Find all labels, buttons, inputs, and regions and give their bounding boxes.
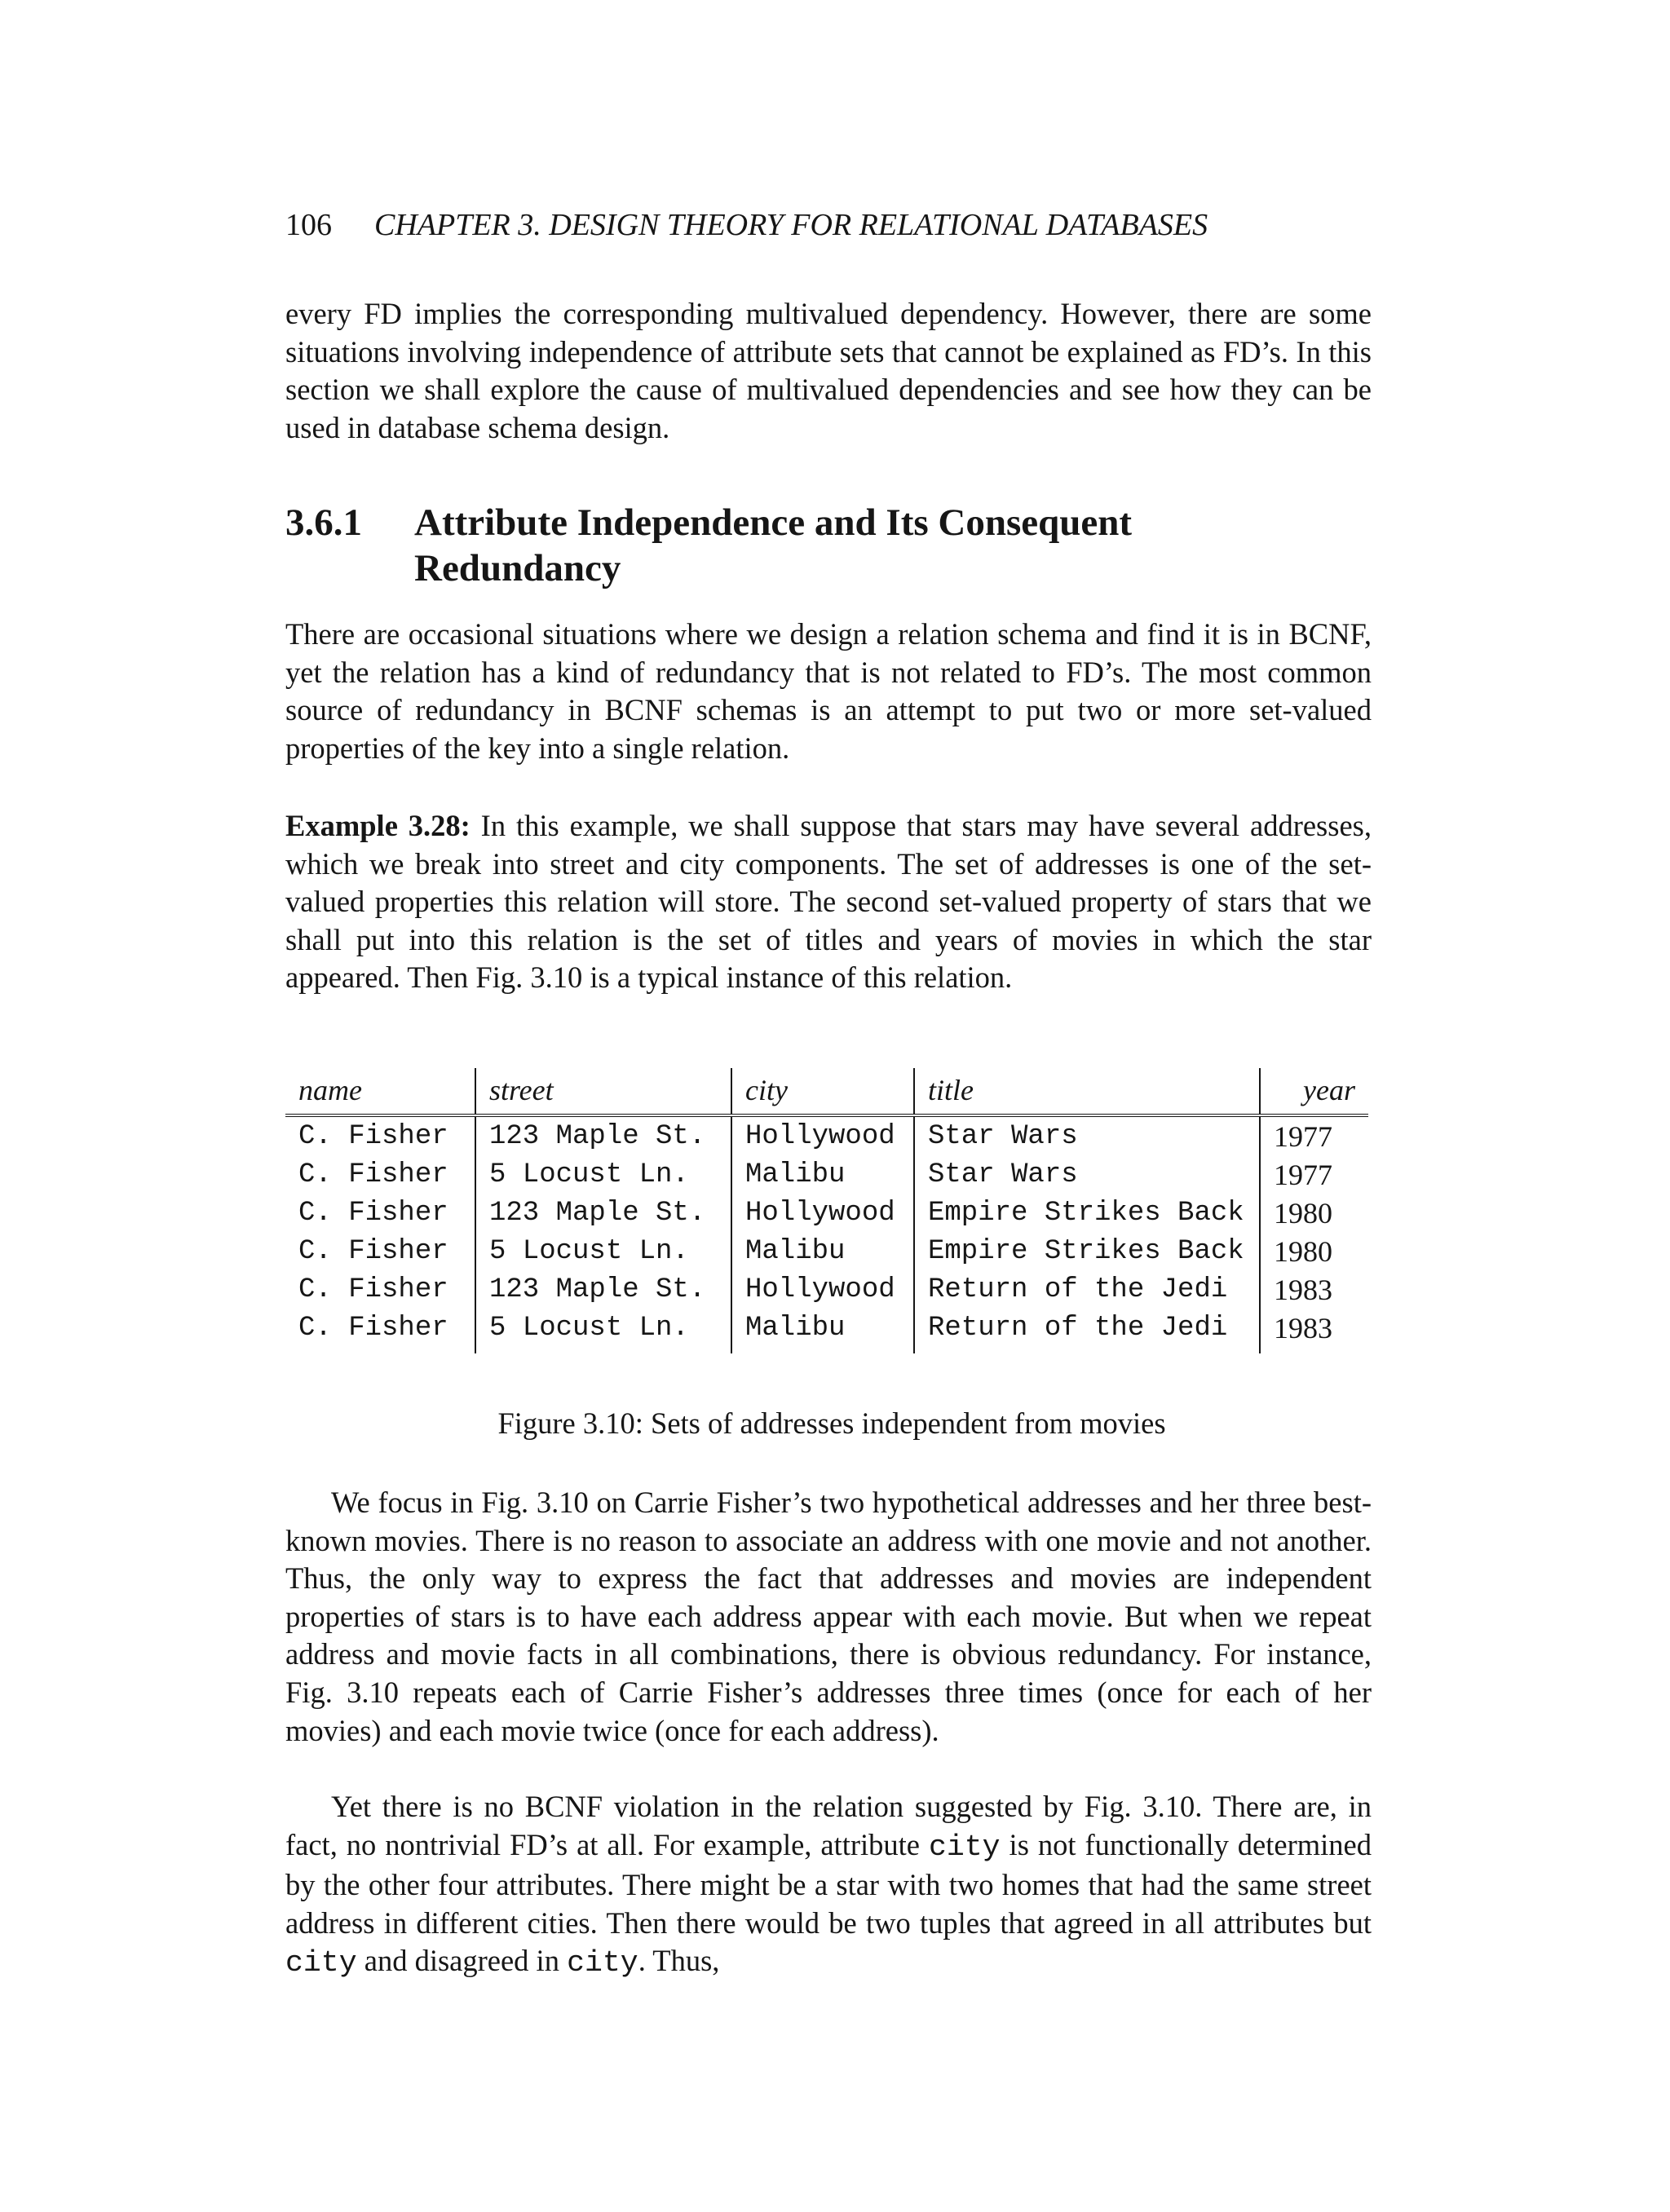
cell-name: C. Fisher bbox=[298, 1159, 448, 1190]
example-label: Example bbox=[285, 809, 398, 842]
cell-year: 1977 bbox=[1260, 1155, 1368, 1194]
bcnf-text-1: Yet there is no BCNF violation in the relation suggested by Fig. 3.10. There are, in fact, no nontrivial FD’s at all. For example, attribute bbox=[285, 1790, 1372, 1861]
table-row bbox=[285, 1270, 1368, 1309]
cell-city: Malibu bbox=[731, 1232, 914, 1270]
cell-city: Malibu bbox=[731, 1155, 914, 1194]
cell-year: 1977 bbox=[1260, 1115, 1368, 1155]
cell-year: 1980 bbox=[1260, 1194, 1368, 1232]
cell-title: Return of the Jedi bbox=[914, 1309, 1260, 1353]
example-colon: : bbox=[460, 809, 471, 842]
cell-street: 123 Maple St. bbox=[475, 1194, 731, 1232]
bcnf-text-3: and disagreed in bbox=[356, 1944, 568, 1978]
cell-street: 5 Locust Ln. bbox=[475, 1309, 731, 1353]
cell-street: 5 Locust Ln. bbox=[475, 1155, 731, 1194]
code-city-1: city bbox=[928, 1830, 1001, 1864]
cell-city: Hollywood bbox=[731, 1115, 914, 1155]
header-city: city bbox=[731, 1068, 914, 1115]
section-title-line1: Attribute Independence and Its Consequent bbox=[414, 501, 1133, 544]
header-name: name bbox=[298, 1074, 362, 1106]
section-paragraph: There are occasional situations where we design a relation schema and find it is in BCNF, yet the relation has a kind of redundancy that is not related to FD’s. The most common source of redundancy in BCNF schemas is an attempt to put two or more set-valued properties of the key into a single relation. bbox=[285, 617, 1372, 765]
chapter-title: CHAPTER 3. DESIGN THEORY FOR RELATIONAL DATABASES bbox=[374, 208, 1208, 242]
cell-title: Star Wars bbox=[914, 1155, 1260, 1194]
header-street: street bbox=[475, 1068, 731, 1115]
page-header bbox=[285, 205, 1378, 245]
bcnf-paragraph bbox=[285, 1788, 1372, 1983]
example-number: 3.28 bbox=[408, 809, 461, 842]
cell-name: C. Fisher bbox=[298, 1274, 448, 1305]
section-title-line2: Redundancy bbox=[414, 547, 621, 589]
example-paragraph bbox=[285, 807, 1372, 997]
example-text: In this example, we shall suppose that stars may have several addresses, which we break into street and city components. The set of addresses is one of the set-valued properties this relation will store. The second set-valued property of stars that we shall put into this relation is the set of titles and years of movies in which the star appeared. Then Fig. 3.10 is a typical instance of this relation. bbox=[285, 809, 1372, 995]
figure-caption: Figure 3.10: Sets of addresses independent from movies bbox=[497, 1406, 1166, 1440]
table-row bbox=[285, 1194, 1368, 1232]
page-number: 106 bbox=[285, 208, 332, 242]
focus-paragraph: We focus in Fig. 3.10 on Carrie Fisher’s two hypothetical addresses and her three best-known movies. There is no reason to associate an address with one movie and not another. Thus, the only way to express the fact that addresses and movies are independent properties of stars is to have each address appear with each movie. But when we repeat address and movie facts in all combinations, there is obvious redundancy. For instance, Fig. 3.10 repeats each of Carrie Fisher’s addresses three times (once for each of her movies) and each movie twice (once for each address). bbox=[285, 1486, 1372, 1747]
cell-city: Hollywood bbox=[731, 1194, 914, 1232]
table-row bbox=[285, 1155, 1368, 1194]
header-title: title bbox=[914, 1068, 1260, 1115]
cell-year: 1983 bbox=[1260, 1270, 1368, 1309]
table-row bbox=[285, 1115, 1368, 1155]
cell-city: Malibu bbox=[731, 1309, 914, 1353]
cell-title: Star Wars bbox=[914, 1115, 1260, 1155]
cell-title: Empire Strikes Back bbox=[914, 1194, 1260, 1232]
bcnf-text-2: is not functionally determined by the other four attributes. There might be a star with two homes that had the same street address in different cities. Then there would be two tuples that agreed in all attributes but bbox=[285, 1827, 1372, 1940]
cell-year: 1983 bbox=[1260, 1309, 1368, 1353]
cell-street: 123 Maple St. bbox=[475, 1115, 731, 1155]
cell-street: 123 Maple St. bbox=[475, 1270, 731, 1309]
cell-city: Hollywood bbox=[731, 1270, 914, 1309]
cell-name: C. Fisher bbox=[298, 1120, 448, 1152]
cell-name: C. Fisher bbox=[298, 1312, 448, 1344]
code-city-3: city bbox=[567, 1946, 638, 1980]
table-row bbox=[285, 1309, 1368, 1353]
cell-name: C. Fisher bbox=[298, 1235, 448, 1267]
cell-year: 1980 bbox=[1260, 1232, 1368, 1270]
cell-title: Return of the Jedi bbox=[914, 1270, 1260, 1309]
cell-title: Empire Strikes Back bbox=[914, 1232, 1260, 1270]
code-city-2: city bbox=[285, 1946, 357, 1980]
header-year: year bbox=[1260, 1068, 1368, 1115]
section-heading bbox=[285, 500, 1378, 591]
cell-name: C. Fisher bbox=[298, 1197, 448, 1229]
bcnf-text-4: . Thus, bbox=[638, 1944, 720, 1978]
relation-table bbox=[285, 1068, 1368, 1353]
section-number: 3.6.1 bbox=[285, 501, 362, 544]
table-row bbox=[285, 1232, 1368, 1270]
cell-street: 5 Locust Ln. bbox=[475, 1232, 731, 1270]
intro-paragraph: every FD implies the corresponding multivalued dependency. However, there are some situations involving independence of attribute sets that cannot be explained as FD’s. In this section we shall explore the cause of multivalued dependencies and see how they can be used in database schema design. bbox=[285, 297, 1372, 444]
table-header-row bbox=[285, 1068, 1368, 1115]
